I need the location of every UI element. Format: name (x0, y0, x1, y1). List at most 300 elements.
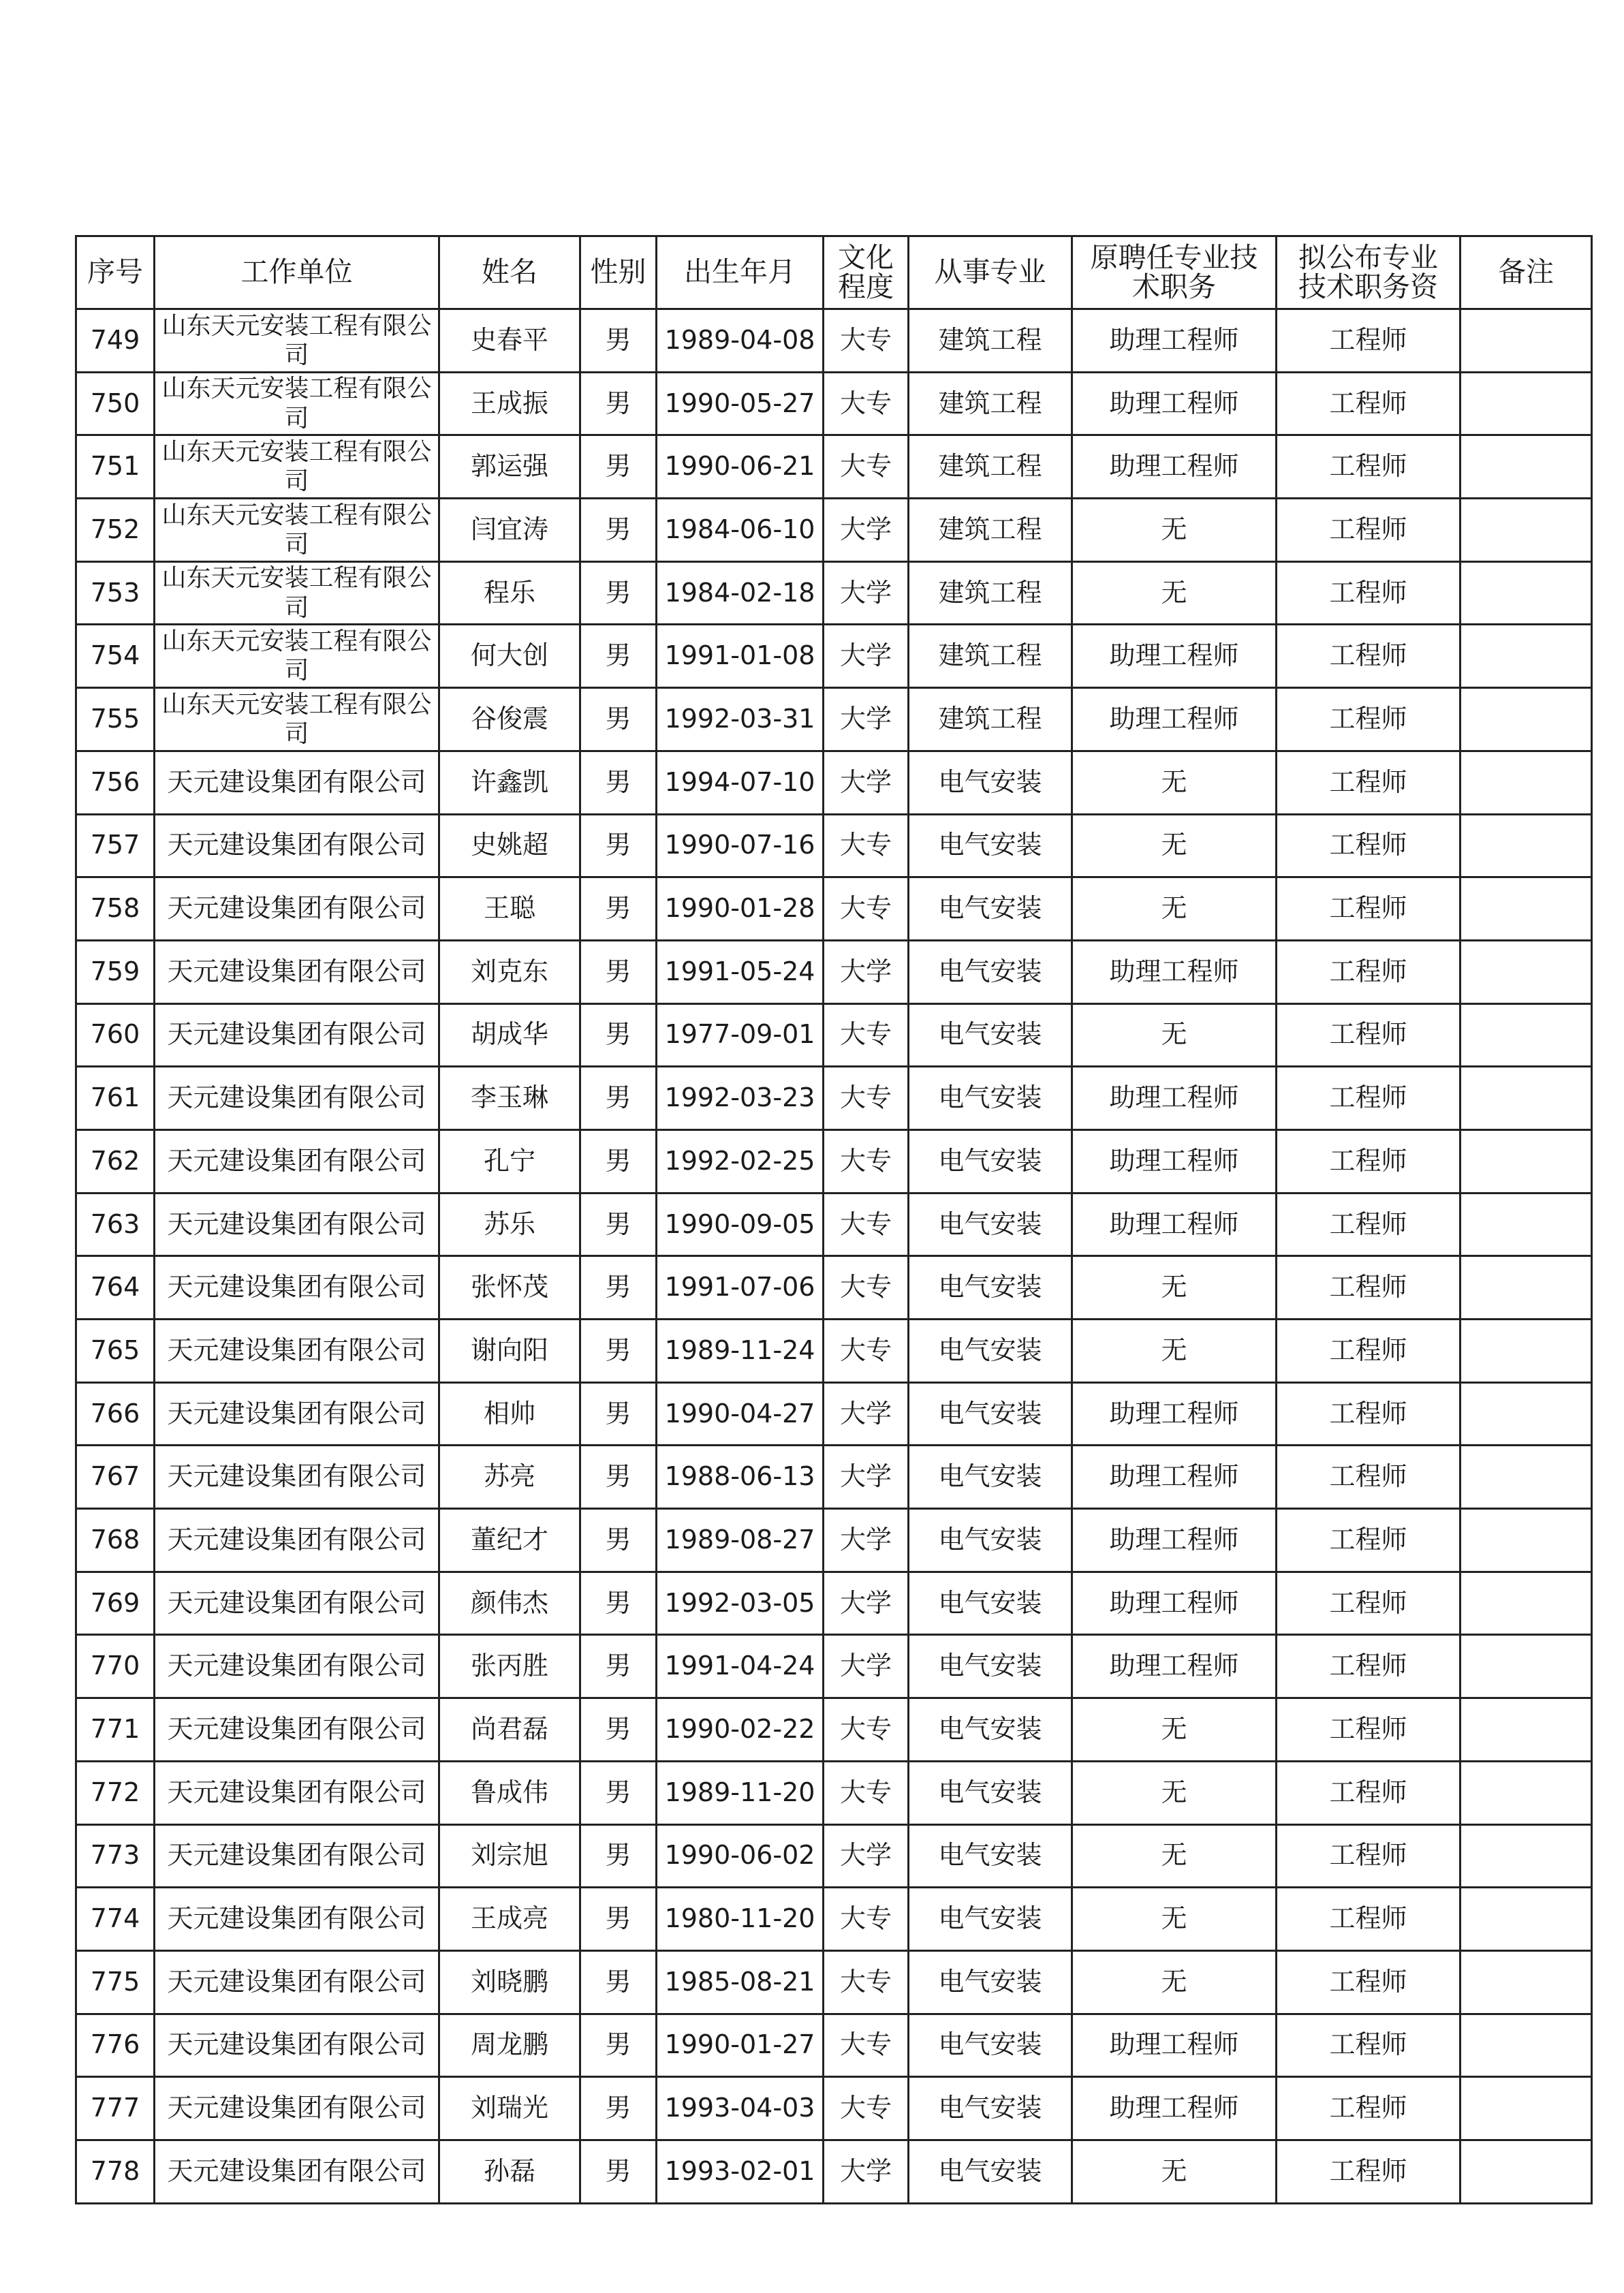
cell-serial: 765 (76, 1320, 155, 1383)
cell-birth: 1993-02-01 (657, 2140, 824, 2203)
cell-birth: 1984-06-10 (657, 499, 824, 562)
cell-major: 电气安装 (909, 1320, 1072, 1383)
cell-gender: 男 (580, 814, 657, 877)
cell-unit: 天元建设集团有限公司 (155, 2077, 439, 2140)
cell-serial: 758 (76, 877, 155, 941)
cell-prior-title: 无 (1072, 1320, 1277, 1383)
cell-serial: 756 (76, 751, 155, 814)
cell-education: 大学 (824, 1635, 909, 1698)
cell-gender: 男 (580, 877, 657, 941)
cell-unit: 天元建设集团有限公司 (155, 1635, 439, 1698)
cell-note (1461, 1256, 1592, 1320)
cell-unit: 天元建设集团有限公司 (155, 2140, 439, 2203)
cell-major: 电气安装 (909, 1067, 1072, 1130)
cell-note (1461, 1635, 1592, 1698)
cell-name: 张丙胜 (439, 1635, 580, 1698)
cell-major: 电气安装 (909, 1382, 1072, 1446)
cell-serial: 763 (76, 1193, 155, 1256)
cell-name: 刘宗旭 (439, 1824, 580, 1888)
table-row (76, 1698, 1592, 1762)
cell-education: 大学 (824, 1446, 909, 1509)
cell-education: 大专 (824, 1888, 909, 1951)
cell-prior-title: 助理工程师 (1072, 1129, 1277, 1193)
header-proposed-title (1277, 236, 1461, 309)
table-body (76, 309, 1592, 2204)
cell-education: 大专 (824, 1193, 909, 1256)
cell-birth: 1992-03-31 (657, 688, 824, 751)
cell-major: 电气安装 (909, 1572, 1072, 1635)
cell-name: 何大创 (439, 625, 580, 688)
table-row (76, 1950, 1592, 2014)
table-row (76, 1888, 1592, 1951)
table-row (76, 2140, 1592, 2203)
header-name: 姓名 (439, 236, 580, 309)
cell-unit: 天元建设集团有限公司 (155, 814, 439, 877)
table-row (76, 814, 1592, 877)
cell-serial: 769 (76, 1572, 155, 1635)
cell-birth: 1989-04-08 (657, 309, 824, 373)
cell-birth: 1984-02-18 (657, 561, 824, 625)
cell-gender: 男 (580, 561, 657, 625)
cell-major: 电气安装 (909, 1698, 1072, 1762)
cell-unit: 天元建设集团有限公司 (155, 1698, 439, 1762)
cell-prior-title: 助理工程师 (1072, 1635, 1277, 1698)
cell-proposed-title: 工程师 (1277, 877, 1461, 941)
cell-note (1461, 940, 1592, 1003)
cell-birth: 1993-04-03 (657, 2077, 824, 2140)
cell-gender: 男 (580, 2014, 657, 2077)
table-row (76, 372, 1592, 435)
cell-major: 建筑工程 (909, 625, 1072, 688)
cell-name: 史春平 (439, 309, 580, 373)
cell-unit: 天元建设集团有限公司 (155, 1003, 439, 1067)
cell-proposed-title: 工程师 (1277, 625, 1461, 688)
cell-note (1461, 1067, 1592, 1130)
cell-unit: 天元建设集团有限公司 (155, 1067, 439, 1130)
table-row (76, 2077, 1592, 2140)
cell-name: 郭运强 (439, 435, 580, 499)
cell-note (1461, 1003, 1592, 1067)
cell-unit: 天元建设集团有限公司 (155, 1129, 439, 1193)
cell-gender: 男 (580, 1888, 657, 1951)
cell-gender: 男 (580, 2140, 657, 2203)
cell-major: 电气安装 (909, 1193, 1072, 1256)
header-prior-title-line1: 原聘任专业技 (1090, 240, 1258, 274)
table-row (76, 1572, 1592, 1635)
cell-birth: 1989-11-20 (657, 1761, 824, 1824)
cell-serial: 773 (76, 1824, 155, 1888)
cell-major: 建筑工程 (909, 309, 1072, 373)
cell-serial: 777 (76, 2077, 155, 2140)
cell-name: 孙磊 (439, 2140, 580, 2203)
cell-gender: 男 (580, 940, 657, 1003)
cell-note (1461, 814, 1592, 877)
header-note: 备注 (1461, 236, 1592, 309)
cell-education: 大专 (824, 1067, 909, 1130)
header-serial: 序号 (76, 236, 155, 309)
cell-education: 大专 (824, 877, 909, 941)
cell-serial: 762 (76, 1129, 155, 1193)
cell-serial: 771 (76, 1698, 155, 1762)
cell-name: 尚君磊 (439, 1698, 580, 1762)
table-row (76, 877, 1592, 941)
cell-serial: 753 (76, 561, 155, 625)
cell-note (1461, 625, 1592, 688)
cell-prior-title: 助理工程师 (1072, 1067, 1277, 1130)
cell-proposed-title: 工程师 (1277, 2077, 1461, 2140)
cell-education: 大学 (824, 1509, 909, 1572)
cell-proposed-title: 工程师 (1277, 1320, 1461, 1383)
cell-note (1461, 1572, 1592, 1635)
table-row (76, 1193, 1592, 1256)
cell-prior-title: 助理工程师 (1072, 435, 1277, 499)
table-header-row (76, 236, 1592, 309)
cell-proposed-title: 工程师 (1277, 1193, 1461, 1256)
cell-name: 董纪才 (439, 1509, 580, 1572)
table-row (76, 1446, 1592, 1509)
cell-education: 大学 (824, 625, 909, 688)
cell-gender: 男 (580, 1824, 657, 1888)
cell-birth: 1990-06-21 (657, 435, 824, 499)
cell-proposed-title: 工程师 (1277, 372, 1461, 435)
cell-prior-title: 助理工程师 (1072, 1572, 1277, 1635)
table-row (76, 1382, 1592, 1446)
cell-proposed-title: 工程师 (1277, 561, 1461, 625)
cell-education: 大学 (824, 1824, 909, 1888)
cell-serial: 751 (76, 435, 155, 499)
cell-prior-title: 无 (1072, 1761, 1277, 1824)
cell-serial: 750 (76, 372, 155, 435)
cell-gender: 男 (580, 1698, 657, 1762)
cell-birth: 1994-07-10 (657, 751, 824, 814)
cell-major: 电气安装 (909, 1635, 1072, 1698)
cell-education: 大专 (824, 309, 909, 373)
cell-birth: 1992-03-23 (657, 1067, 824, 1130)
cell-prior-title: 助理工程师 (1072, 1509, 1277, 1572)
cell-birth: 1990-02-22 (657, 1698, 824, 1762)
cell-prior-title: 助理工程师 (1072, 1382, 1277, 1446)
cell-note (1461, 1888, 1592, 1951)
cell-birth: 1989-11-24 (657, 1320, 824, 1383)
cell-gender: 男 (580, 435, 657, 499)
cell-serial: 757 (76, 814, 155, 877)
cell-serial: 770 (76, 1635, 155, 1698)
cell-proposed-title: 工程师 (1277, 940, 1461, 1003)
cell-gender: 男 (580, 1509, 657, 1572)
cell-education: 大专 (824, 2014, 909, 2077)
cell-name: 闫宜涛 (439, 499, 580, 562)
cell-name: 鲁成伟 (439, 1761, 580, 1824)
header-prior-title (1072, 236, 1277, 309)
cell-note (1461, 1193, 1592, 1256)
table-row (76, 940, 1592, 1003)
cell-serial: 776 (76, 2014, 155, 2077)
cell-unit: 天元建设集团有限公司 (155, 1888, 439, 1951)
header-birth: 出生年月 (657, 236, 824, 309)
cell-proposed-title: 工程师 (1277, 1382, 1461, 1446)
cell-major: 电气安装 (909, 1003, 1072, 1067)
table-row (76, 309, 1592, 373)
cell-birth: 1990-01-27 (657, 2014, 824, 2077)
cell-birth: 1991-05-24 (657, 940, 824, 1003)
cell-unit: 天元建设集团有限公司 (155, 1509, 439, 1572)
cell-proposed-title: 工程师 (1277, 1003, 1461, 1067)
cell-unit: 山东天元安装工程有限公司 (155, 309, 439, 373)
cell-birth: 1988-06-13 (657, 1446, 824, 1509)
cell-birth: 1990-09-05 (657, 1193, 824, 1256)
cell-education: 大学 (824, 561, 909, 625)
header-major: 从事专业 (909, 236, 1072, 309)
cell-major: 电气安装 (909, 1256, 1072, 1320)
cell-birth: 1985-08-21 (657, 1950, 824, 2014)
cell-note (1461, 1698, 1592, 1762)
cell-prior-title: 助理工程师 (1072, 2014, 1277, 2077)
cell-serial: 752 (76, 499, 155, 562)
cell-education: 大专 (824, 814, 909, 877)
cell-education: 大专 (824, 1950, 909, 2014)
cell-birth: 1990-07-16 (657, 814, 824, 877)
table-row (76, 1320, 1592, 1383)
cell-prior-title: 无 (1072, 2140, 1277, 2203)
cell-unit: 天元建设集团有限公司 (155, 877, 439, 941)
cell-proposed-title: 工程师 (1277, 688, 1461, 751)
cell-gender: 男 (580, 1382, 657, 1446)
cell-birth: 1990-05-27 (657, 372, 824, 435)
cell-note (1461, 561, 1592, 625)
cell-unit: 天元建设集团有限公司 (155, 751, 439, 814)
cell-note (1461, 1320, 1592, 1383)
cell-name: 王成亮 (439, 1888, 580, 1951)
cell-birth: 1990-04-27 (657, 1382, 824, 1446)
table-row (76, 1509, 1592, 1572)
table-row (76, 1761, 1592, 1824)
table-row (76, 561, 1592, 625)
cell-name: 谷俊震 (439, 688, 580, 751)
cell-unit: 山东天元安装工程有限公司 (155, 625, 439, 688)
cell-name: 刘晓鹏 (439, 1950, 580, 2014)
cell-proposed-title: 工程师 (1277, 1509, 1461, 1572)
cell-name: 孔宁 (439, 1129, 580, 1193)
cell-birth: 1992-02-25 (657, 1129, 824, 1193)
header-prior-title-line2: 术职务 (1132, 270, 1216, 303)
cell-proposed-title: 工程师 (1277, 1761, 1461, 1824)
cell-prior-title: 无 (1072, 1888, 1277, 1951)
cell-proposed-title: 工程师 (1277, 2140, 1461, 2203)
cell-prior-title: 无 (1072, 499, 1277, 562)
cell-note (1461, 372, 1592, 435)
cell-prior-title: 助理工程师 (1072, 372, 1277, 435)
cell-prior-title: 无 (1072, 877, 1277, 941)
table-row (76, 435, 1592, 499)
cell-gender: 男 (580, 1129, 657, 1193)
cell-gender: 男 (580, 1067, 657, 1130)
cell-note (1461, 877, 1592, 941)
cell-major: 电气安装 (909, 751, 1072, 814)
cell-education: 大学 (824, 1382, 909, 1446)
cell-prior-title: 无 (1072, 561, 1277, 625)
cell-prior-title: 助理工程师 (1072, 940, 1277, 1003)
cell-name: 颜伟杰 (439, 1572, 580, 1635)
cell-gender: 男 (580, 688, 657, 751)
table-row (76, 1129, 1592, 1193)
cell-major: 电气安装 (909, 1761, 1072, 1824)
cell-education: 大专 (824, 1003, 909, 1067)
cell-major: 电气安装 (909, 2014, 1072, 2077)
cell-prior-title: 无 (1072, 1824, 1277, 1888)
cell-education: 大学 (824, 940, 909, 1003)
cell-prior-title: 助理工程师 (1072, 309, 1277, 373)
cell-gender: 男 (580, 625, 657, 688)
cell-unit: 天元建设集团有限公司 (155, 1382, 439, 1446)
cell-unit: 天元建设集团有限公司 (155, 1572, 439, 1635)
cell-prior-title: 助理工程师 (1072, 1446, 1277, 1509)
cell-unit: 天元建设集团有限公司 (155, 2014, 439, 2077)
cell-proposed-title: 工程师 (1277, 814, 1461, 877)
cell-name: 谢向阳 (439, 1320, 580, 1383)
cell-gender: 男 (580, 309, 657, 373)
cell-major: 电气安装 (909, 877, 1072, 941)
cell-major: 电气安装 (909, 940, 1072, 1003)
cell-gender: 男 (580, 1320, 657, 1383)
header-unit: 工作单位 (155, 236, 439, 309)
cell-gender: 男 (580, 1635, 657, 1698)
table-row (76, 1824, 1592, 1888)
cell-name: 许鑫凯 (439, 751, 580, 814)
cell-prior-title: 无 (1072, 1256, 1277, 1320)
cell-serial: 755 (76, 688, 155, 751)
cell-proposed-title: 工程师 (1277, 1572, 1461, 1635)
header-education-line2: 程度 (838, 270, 894, 303)
cell-birth: 1991-01-08 (657, 625, 824, 688)
cell-unit: 山东天元安装工程有限公司 (155, 435, 439, 499)
cell-serial: 774 (76, 1888, 155, 1951)
cell-proposed-title: 工程师 (1277, 309, 1461, 373)
cell-birth: 1991-07-06 (657, 1256, 824, 1320)
cell-gender: 男 (580, 1003, 657, 1067)
cell-major: 电气安装 (909, 2077, 1072, 2140)
cell-gender: 男 (580, 1256, 657, 1320)
cell-unit: 天元建设集团有限公司 (155, 1950, 439, 2014)
cell-serial: 772 (76, 1761, 155, 1824)
cell-prior-title: 助理工程师 (1072, 2077, 1277, 2140)
cell-proposed-title: 工程师 (1277, 499, 1461, 562)
cell-gender: 男 (580, 2077, 657, 2140)
cell-birth: 1980-11-20 (657, 1888, 824, 1951)
cell-gender: 男 (580, 1193, 657, 1256)
cell-serial: 749 (76, 309, 155, 373)
cell-prior-title: 助理工程师 (1072, 688, 1277, 751)
cell-note (1461, 435, 1592, 499)
cell-unit: 山东天元安装工程有限公司 (155, 372, 439, 435)
cell-prior-title: 助理工程师 (1072, 625, 1277, 688)
header-proposed-title-line1: 拟公布专业 (1298, 240, 1438, 274)
cell-major: 电气安装 (909, 814, 1072, 877)
cell-serial: 761 (76, 1067, 155, 1130)
cell-birth: 1990-06-02 (657, 1824, 824, 1888)
cell-major: 电气安装 (909, 1446, 1072, 1509)
cell-major: 电气安装 (909, 1509, 1072, 1572)
cell-major: 建筑工程 (909, 561, 1072, 625)
cell-education: 大专 (824, 1698, 909, 1762)
cell-gender: 男 (580, 1950, 657, 2014)
cell-education: 大专 (824, 372, 909, 435)
table-row (76, 499, 1592, 562)
cell-education: 大学 (824, 1572, 909, 1635)
cell-proposed-title: 工程师 (1277, 1698, 1461, 1762)
cell-unit: 天元建设集团有限公司 (155, 1824, 439, 1888)
header-education-line1: 文化 (838, 240, 894, 274)
table-row (76, 1256, 1592, 1320)
cell-unit: 天元建设集团有限公司 (155, 1320, 439, 1383)
cell-major: 电气安装 (909, 1888, 1072, 1951)
cell-serial: 764 (76, 1256, 155, 1320)
cell-birth: 1991-04-24 (657, 1635, 824, 1698)
cell-proposed-title: 工程师 (1277, 435, 1461, 499)
cell-note (1461, 1950, 1592, 2014)
cell-major: 电气安装 (909, 1824, 1072, 1888)
table-row (76, 1067, 1592, 1130)
cell-gender: 男 (580, 751, 657, 814)
cell-unit: 山东天元安装工程有限公司 (155, 561, 439, 625)
cell-name: 刘瑞光 (439, 2077, 580, 2140)
cell-unit: 天元建设集团有限公司 (155, 1446, 439, 1509)
cell-unit: 天元建设集团有限公司 (155, 940, 439, 1003)
cell-gender: 男 (580, 1761, 657, 1824)
cell-serial: 759 (76, 940, 155, 1003)
cell-name: 张怀茂 (439, 1256, 580, 1320)
cell-birth: 1992-03-05 (657, 1572, 824, 1635)
cell-name: 胡成华 (439, 1003, 580, 1067)
cell-education: 大学 (824, 751, 909, 814)
cell-note (1461, 2077, 1592, 2140)
cell-proposed-title: 工程师 (1277, 1067, 1461, 1130)
cell-birth: 1990-01-28 (657, 877, 824, 941)
cell-name: 王聪 (439, 877, 580, 941)
cell-serial: 768 (76, 1509, 155, 1572)
personnel-table (75, 235, 1593, 2204)
cell-note (1461, 1761, 1592, 1824)
table-row (76, 688, 1592, 751)
cell-education: 大专 (824, 1129, 909, 1193)
header-education (824, 236, 909, 309)
cell-note (1461, 1824, 1592, 1888)
cell-education: 大学 (824, 688, 909, 751)
cell-note (1461, 1382, 1592, 1446)
cell-education: 大学 (824, 2140, 909, 2203)
cell-name: 史姚超 (439, 814, 580, 877)
cell-proposed-title: 工程师 (1277, 1635, 1461, 1698)
cell-prior-title: 无 (1072, 751, 1277, 814)
cell-education: 大专 (824, 1761, 909, 1824)
cell-major: 电气安装 (909, 1950, 1072, 2014)
cell-education: 大专 (824, 1320, 909, 1383)
header-gender: 性别 (580, 236, 657, 309)
cell-prior-title: 助理工程师 (1072, 1193, 1277, 1256)
cell-serial: 766 (76, 1382, 155, 1446)
cell-name: 王成振 (439, 372, 580, 435)
cell-serial: 754 (76, 625, 155, 688)
cell-note (1461, 2140, 1592, 2203)
cell-name: 程乐 (439, 561, 580, 625)
cell-serial: 775 (76, 1950, 155, 2014)
cell-name: 周龙鹏 (439, 2014, 580, 2077)
cell-gender: 男 (580, 372, 657, 435)
cell-proposed-title: 工程师 (1277, 1129, 1461, 1193)
cell-unit: 天元建设集团有限公司 (155, 1193, 439, 1256)
cell-proposed-title: 工程师 (1277, 1824, 1461, 1888)
cell-education: 大学 (824, 499, 909, 562)
cell-name: 苏乐 (439, 1193, 580, 1256)
